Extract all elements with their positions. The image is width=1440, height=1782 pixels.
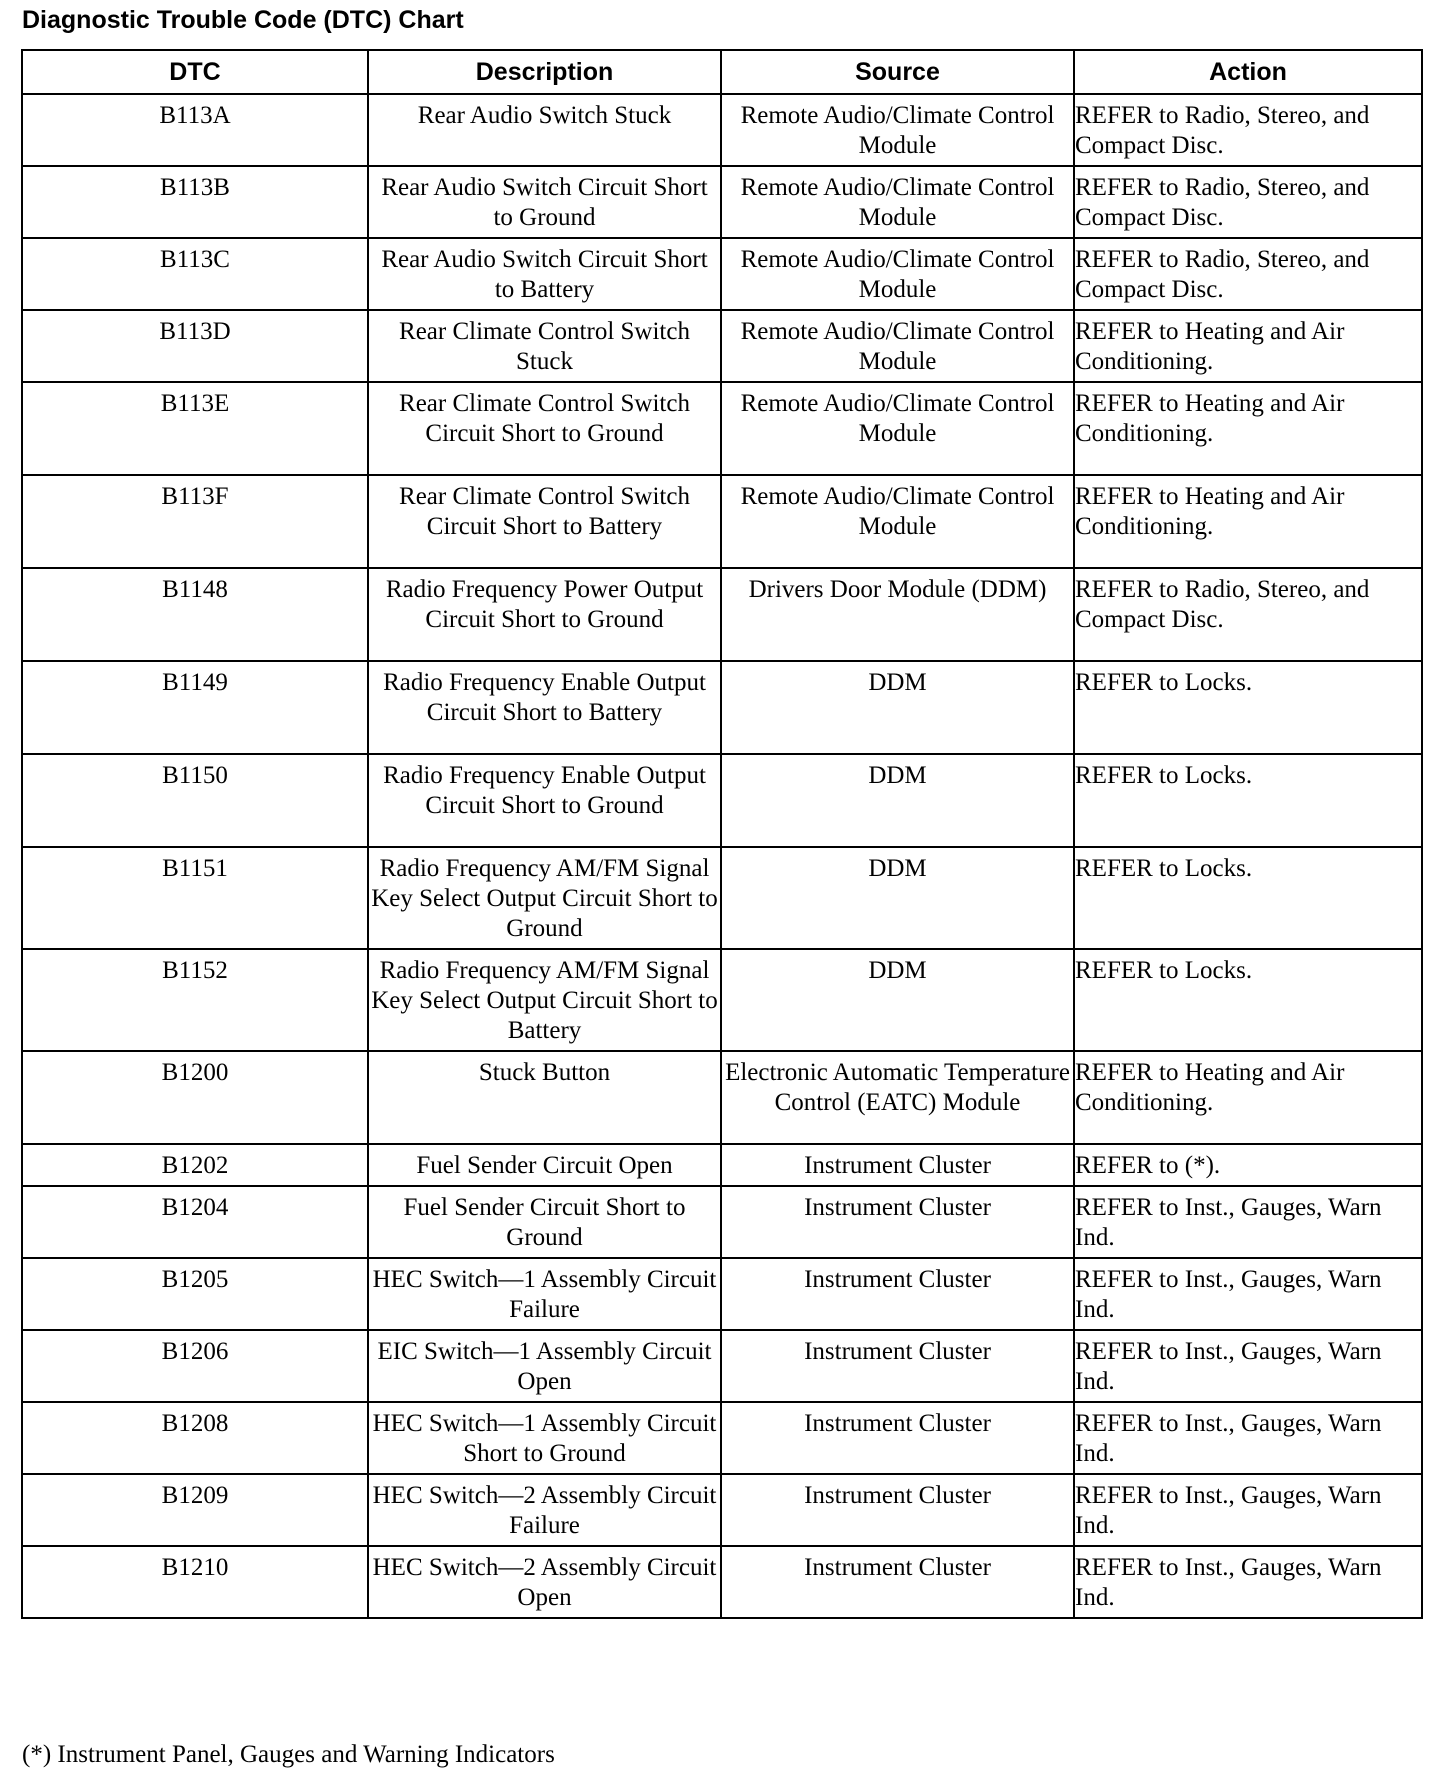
action-cell: REFER to Inst., Gauges, Warn Ind. [1074,1186,1422,1258]
table-row [22,1258,1422,1330]
action-cell: REFER to Locks. [1074,847,1422,949]
action-cell: REFER to Inst., Gauges, Warn Ind. [1074,1546,1422,1618]
source-cell: Instrument Cluster [721,1402,1074,1474]
description-cell: Rear Audio Switch Circuit Short to Ground [368,166,721,238]
action-cell: REFER to Heating and Air Conditioning. [1074,310,1422,382]
dtc-code: B113C [22,238,368,310]
table-row [22,949,1422,1051]
dtc-code: B1148 [22,568,368,661]
table-row [22,568,1422,661]
source-cell: Remote Audio/Climate Control Module [721,166,1074,238]
description-cell: Radio Frequency Enable Output Circuit Short to Battery [368,661,721,754]
source-cell: Instrument Cluster [721,1474,1074,1546]
table-row [22,475,1422,568]
action-cell: REFER to Locks. [1074,949,1422,1051]
action-cell: REFER to Radio, Stereo, and Compact Disc. [1074,238,1422,310]
table-row [22,166,1422,238]
source-cell: Remote Audio/Climate Control Module [721,382,1074,475]
action-cell: REFER to Radio, Stereo, and Compact Disc. [1074,94,1422,166]
action-cell: REFER to Heating and Air Conditioning. [1074,382,1422,475]
table-row [22,310,1422,382]
table-row [22,382,1422,475]
action-cell: REFER to Radio, Stereo, and Compact Disc. [1074,568,1422,661]
column-header-action: Action [1074,50,1422,94]
source-cell: Instrument Cluster [721,1546,1074,1618]
table-row [22,661,1422,754]
table-row [22,1474,1422,1546]
dtc-code: B1200 [22,1051,368,1144]
source-cell: DDM [721,661,1074,754]
source-cell: Instrument Cluster [721,1258,1074,1330]
table-row [22,754,1422,847]
description-cell: EIC Switch—1 Assembly Circuit Open [368,1330,721,1402]
action-cell: REFER to Inst., Gauges, Warn Ind. [1074,1258,1422,1330]
table-row [22,238,1422,310]
column-header-dtc: DTC [22,50,368,94]
description-cell: Stuck Button [368,1051,721,1144]
description-cell: Radio Frequency AM/FM Signal Key Select Output Circuit Short to Ground [368,847,721,949]
column-header-description: Description [368,50,721,94]
dtc-code: B1208 [22,1402,368,1474]
dtc-code: B1206 [22,1330,368,1402]
dtc-code: B113B [22,166,368,238]
source-cell: Remote Audio/Climate Control Module [721,310,1074,382]
dtc-code: B113E [22,382,368,475]
dtc-table [21,49,1423,1619]
table-row [22,1402,1422,1474]
source-cell: Instrument Cluster [721,1144,1074,1186]
table-row [22,847,1422,949]
description-cell: Radio Frequency Enable Output Circuit Short to Ground [368,754,721,847]
action-cell: REFER to Heating and Air Conditioning. [1074,1051,1422,1144]
page-title: Diagnostic Trouble Code (DTC) Chart [22,6,464,34]
description-cell: HEC Switch—2 Assembly Circuit Open [368,1546,721,1618]
table-row [22,1051,1422,1144]
action-cell: REFER to Locks. [1074,661,1422,754]
table-row [22,94,1422,166]
action-cell: REFER to Radio, Stereo, and Compact Disc. [1074,166,1422,238]
dtc-code: B1205 [22,1258,368,1330]
action-cell: REFER to Inst., Gauges, Warn Ind. [1074,1402,1422,1474]
column-header-source: Source [721,50,1074,94]
dtc-code: B1152 [22,949,368,1051]
dtc-code: B1204 [22,1186,368,1258]
dtc-code: B1151 [22,847,368,949]
dtc-code: B1209 [22,1474,368,1546]
source-cell: Remote Audio/Climate Control Module [721,238,1074,310]
dtc-code: B113A [22,94,368,166]
table-row [22,1144,1422,1186]
dtc-code: B1150 [22,754,368,847]
dtc-code: B1202 [22,1144,368,1186]
source-cell: DDM [721,949,1074,1051]
table-body [22,94,1422,1618]
description-cell: Rear Climate Control Switch Circuit Short to Ground [368,382,721,475]
source-cell: DDM [721,754,1074,847]
description-cell: Rear Climate Control Switch Stuck [368,310,721,382]
action-cell: REFER to Locks. [1074,754,1422,847]
footnote: (*) Instrument Panel, Gauges and Warning Indicators [22,1741,555,1768]
action-cell: REFER to Inst., Gauges, Warn Ind. [1074,1330,1422,1402]
action-cell: REFER to Heating and Air Conditioning. [1074,475,1422,568]
description-cell: Fuel Sender Circuit Short to Ground [368,1186,721,1258]
dtc-code: B113F [22,475,368,568]
source-cell: Instrument Cluster [721,1330,1074,1402]
source-cell: Drivers Door Module (DDM) [721,568,1074,661]
description-cell: Rear Audio Switch Circuit Short to Battery [368,238,721,310]
source-cell: Instrument Cluster [721,1186,1074,1258]
table-header-row [22,50,1422,94]
description-cell: Radio Frequency AM/FM Signal Key Select Output Circuit Short to Battery [368,949,721,1051]
description-cell: HEC Switch—2 Assembly Circuit Failure [368,1474,721,1546]
description-cell: HEC Switch—1 Assembly Circuit Short to Ground [368,1402,721,1474]
source-cell: DDM [721,847,1074,949]
table-row [22,1186,1422,1258]
action-cell: REFER to Inst., Gauges, Warn Ind. [1074,1474,1422,1546]
description-cell: Rear Audio Switch Stuck [368,94,721,166]
description-cell: Radio Frequency Power Output Circuit Short to Ground [368,568,721,661]
source-cell: Remote Audio/Climate Control Module [721,94,1074,166]
table-row [22,1330,1422,1402]
description-cell: Rear Climate Control Switch Circuit Short to Battery [368,475,721,568]
action-cell: REFER to (*). [1074,1144,1422,1186]
source-cell: Remote Audio/Climate Control Module [721,475,1074,568]
source-cell: Electronic Automatic Temperature Control (EATC) Module [721,1051,1074,1144]
description-cell: Fuel Sender Circuit Open [368,1144,721,1186]
table-row [22,1546,1422,1618]
dtc-code: B1210 [22,1546,368,1618]
dtc-code: B113D [22,310,368,382]
dtc-code: B1149 [22,661,368,754]
description-cell: HEC Switch—1 Assembly Circuit Failure [368,1258,721,1330]
